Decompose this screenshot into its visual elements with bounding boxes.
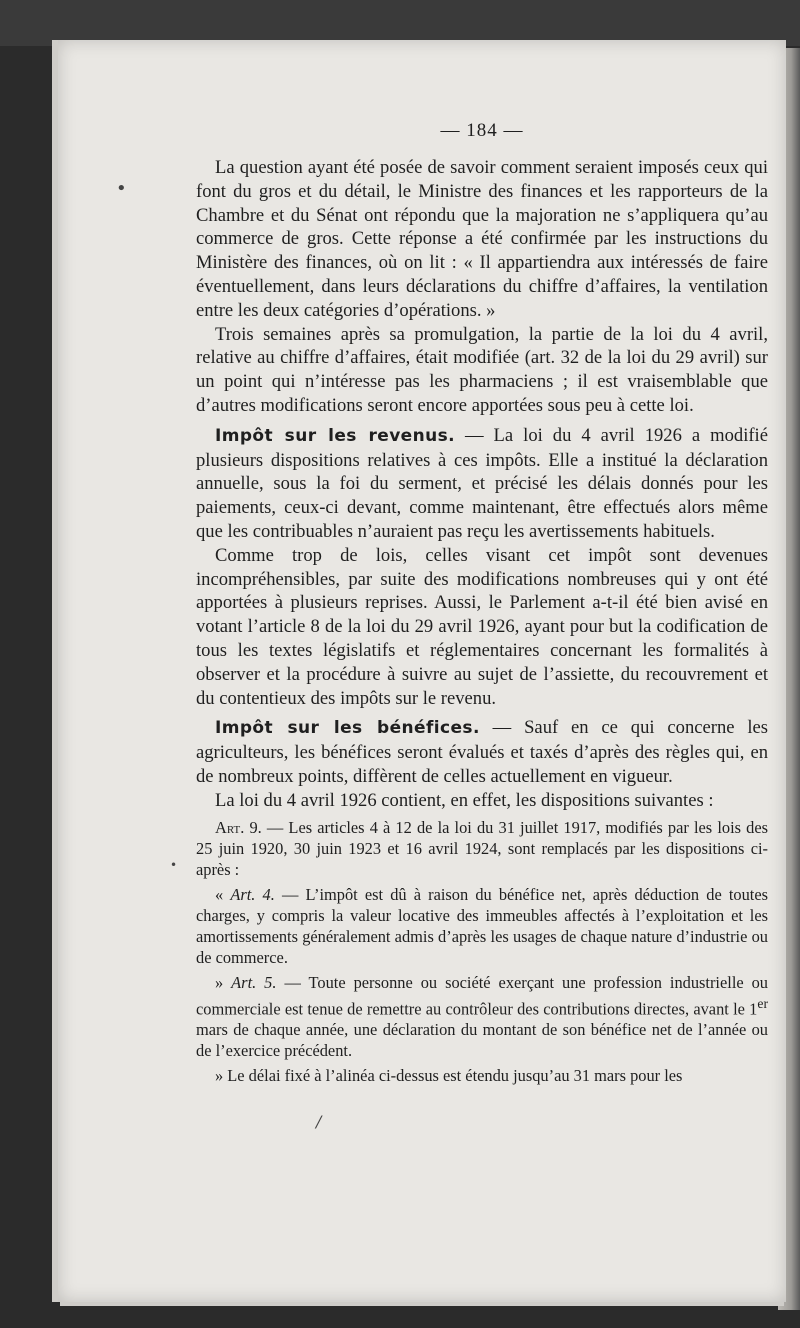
article-9-text: — Les articles 4 à 12 de la loi du 31 juillet 1917, modifiés par les lois des 25 juin 1920, 30 juin 1923 et 16 avril 1924, sont remplacés par les dispositions ci-après : xyxy=(196,817,768,879)
article-5-text-1: — Toute personne ou société exerçant une profession industrielle ou commerciale est tenue de remettre au contrôleur des contributions directes, avant le 1 xyxy=(196,972,769,1018)
paragraph-6: La loi du 4 avril 1926 contient, en effet, les dispositions suivantes : xyxy=(215,789,714,811)
paragraph-3-text: — La loi du 4 avril 1926 a modifié plusieurs dispositions relatives à ces impôts. Elle a institué la déclaration annuelle, sous la foi du serment, et précisé les délais donnés pour les paiements, ceux-ci devant, comme maintenant, être effectués alors même que les contribuables n’auraient pas reçu les avertissements habituels. xyxy=(196,424,768,542)
article-5 xyxy=(196,972,768,1061)
paragraph-4: Comme trop de lois, celles visant cet impôt sont devenues incompréhensibles, par suite des modifications nombreuses qui y ont été apportées à plusieurs reprises. Aussi, le Parlement a-t-il été bien avisé en votant l’article 8 de la loi du 29 avril 1926, ayant pour but la codification de tous les textes législatifs et réglementaires concernant les formalités à observer et la procédure à suivre au sujet de l’assiette, du recouvrement et du contentieux des impôts sur le revenu. xyxy=(196,544,768,709)
section-heading-revenus: Impôt sur les revenus. xyxy=(215,425,455,446)
article-5-sup: er xyxy=(757,995,768,1011)
page-number: — 184 — xyxy=(440,120,524,141)
paragraph-5-text: — Sauf en ce qui concerne les agriculteurs, les bénéfices seront évalués et taxés d’après des règles qui, en de nombreux points, diffèrent de celles actuellement en vigueur. xyxy=(196,717,768,787)
article-9 xyxy=(196,817,768,880)
section-heading-benefices: Impôt sur les bénéfices. xyxy=(215,718,480,739)
article-5-continued: » Le délai fixé à l’alinéa ci-dessus est étendu jusqu’au 31 mars pour les xyxy=(215,1065,683,1085)
stray-mark: / xyxy=(316,1112,322,1131)
article-5-text-2: mars de chaque année, une déclaration du montant de son bénéfice net de l’année ou de l’exercice précédent. xyxy=(196,1019,768,1060)
paragraph-2: Trois semaines après sa promulgation, la partie de la loi du 4 avril, relative au chiffre d’affaires, était modifiée (art. 32 de la loi du 29 avril) sur un point qui n’intéresse pas les pharmaciens ; il est vraisemblable que d’autres modifications seront encore apportées sous peu à cette loi. xyxy=(196,323,768,416)
article-5-prefix: » xyxy=(215,972,232,992)
paragraph-5 xyxy=(196,716,768,788)
article-4-label: Art. 4. xyxy=(230,884,275,904)
paragraph-1: La question ayant été posée de savoir comment seraient imposés ceux qui font du gros et du détail, le Ministre des finances et les rapporteurs de la Chambre et du Sénat ont répondu que la majoration ne s’appliquera qu’au commerce de gros. Cette réponse a été confirmée par les instructions du Ministère des finances, où on lit : « Il appartiendra aux intéressés de faire éventuellement, dans leurs déclarations du chiffre d’affaires, la ventilation entre les deux catégories d’opérations. » xyxy=(196,157,768,321)
article-4-text: — L’impôt est dû à raison du bénéfice net, après déduction de toutes charges, y compris la valeur locative des immeubles affectés à l’exploitation et les amortissements généralement admis d’après les usages de chaque nature d’industrie ou de commerce. xyxy=(196,884,769,967)
stray-dot: • xyxy=(170,858,178,872)
article-9-label: Art. 9. xyxy=(215,817,262,837)
article-4-prefix: « xyxy=(215,884,231,904)
article-5-label: Art. 5. xyxy=(231,972,277,992)
paragraph-3 xyxy=(196,424,768,544)
page-text xyxy=(196,120,768,1086)
stray-dot: • xyxy=(116,178,127,199)
article-4 xyxy=(196,884,768,968)
